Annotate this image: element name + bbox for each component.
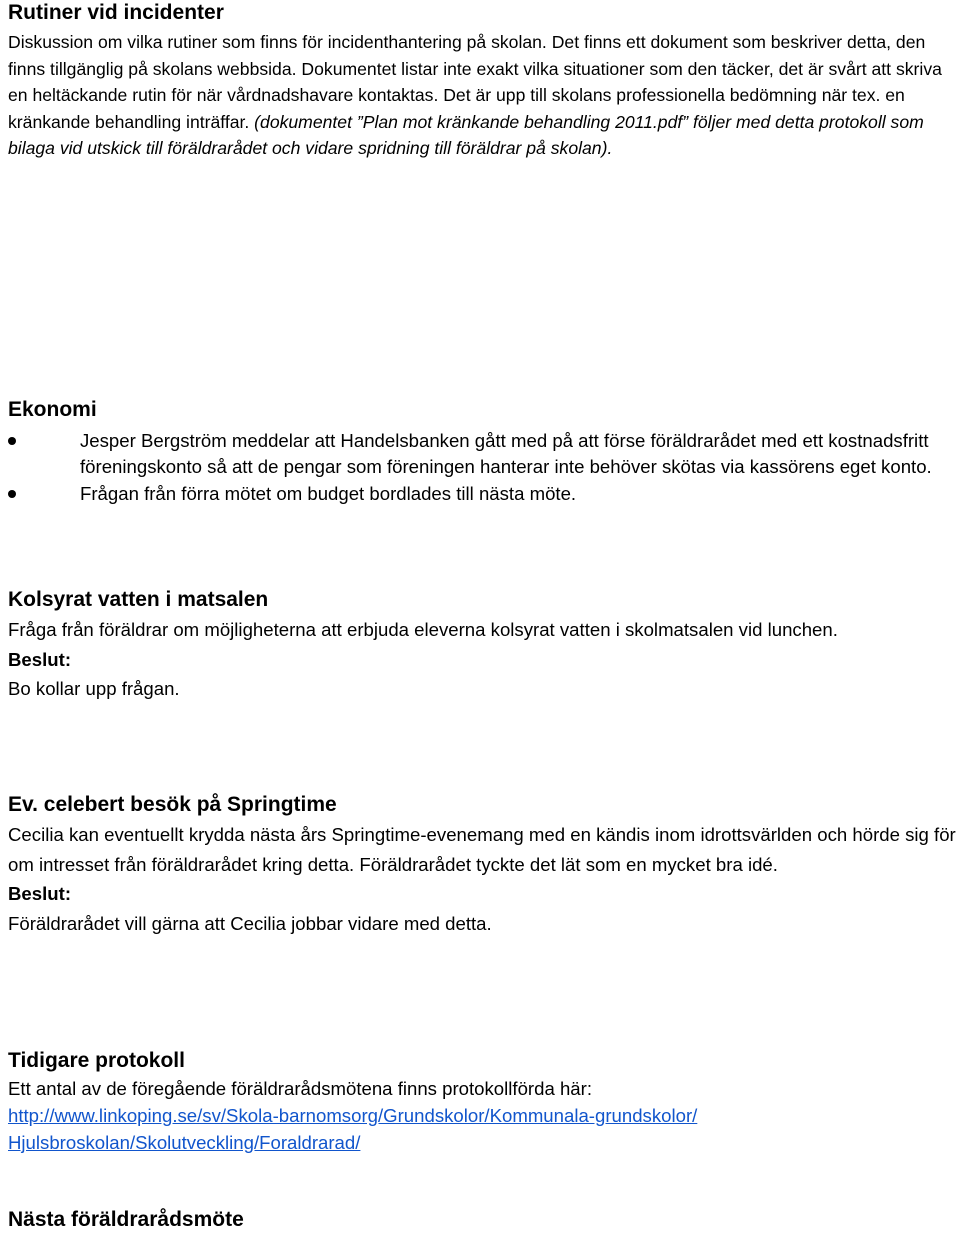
heading-springtime-prefix: Ev. xyxy=(8,793,38,816)
bullet-icon xyxy=(8,490,16,498)
springtime-beslut-label: Beslut: xyxy=(8,883,72,904)
ekonomi-bullet-list xyxy=(8,428,956,507)
kolsyrat-beslut-label: Beslut: xyxy=(8,648,72,670)
ekonomi-bullet-text: Jesper Bergström meddelar att Handelsbanken gått med på att förse föräldrarådet med ett kostnadsfritt föreningskonto så att de pengar som föreningen hanterar inte behöver skötas via kassörens eget konto. xyxy=(80,430,932,477)
heading-springtime-rest: celebert besök på Springtime xyxy=(37,793,337,816)
heading-ekonomi: Ekonomi xyxy=(8,398,97,421)
ekonomi-bullet-text: Frågan från förra mötet om budget bordlades till nästa möte. xyxy=(80,483,577,504)
protokoll-link-line-1[interactable]: http://www.linkoping.se/sv/Skola-barnomsorg/Grundskolor/Kommunala-grundskolor/ xyxy=(8,1105,698,1126)
section-rutiner xyxy=(8,0,956,162)
heading-rutiner: Rutiner vid incidenter xyxy=(8,1,224,24)
ekonomi-bullet-item xyxy=(8,481,956,507)
section-kolsyrat xyxy=(8,587,956,704)
springtime-text: Cecilia kan eventuellt krydda nästa års Springtime-evenemang med en kändis inom idrottsvärlden och hörde sig för om intresset från föräldrarådet kring detta. Föräldrarådet tyckte det lät som en mycket bra idé. xyxy=(8,824,956,875)
heading-nasta: Nästa föräldrarådsmöte xyxy=(8,1208,244,1231)
springtime-beslut-text: Föräldrarådet vill gärna att Cecilia jobbar vidare med detta. xyxy=(8,912,492,934)
paragraph-rutiner xyxy=(8,29,956,162)
rutiner-italic-note: (dokumentet ”Plan mot kränkande behandling 2011.pdf” följer med detta protokoll som bilaga vid utskick till föräldrarådet och vidare spridning till föräldrar på skolan). xyxy=(8,111,924,158)
protokoll-link-line-2[interactable]: Hjulsbroskolan/Skolutveckling/Foraldrarad/ xyxy=(8,1132,361,1153)
heading-springtime xyxy=(8,792,956,818)
kolsyrat-beslut-text: Bo kollar upp frågan. xyxy=(8,678,180,699)
section-ekonomi xyxy=(8,397,956,507)
kolsyrat-text: Fråga från föräldrar om möjligheterna att erbjuda eleverna kolsyrat vatten i skolmatsalen vid lunchen. xyxy=(8,619,838,640)
rutiner-text: Diskussion om vilka rutiner som finns för incidenthantering på skolan. Det finns ett dokument som beskriver detta, den finns tillgänglig på skolans webbsida. Dokumentet listar inte exakt vilka situationer som den täcker, det är svårt att skriva en heltäckande rutin för när vårdnadshavare kontaktas. Det är upp till skolans professionella bedömning när tex. en kränkande behandling inträffar. xyxy=(8,32,942,132)
section-springtime xyxy=(8,792,956,938)
bullet-icon xyxy=(8,437,16,445)
tidigare-text: Ett antal av de föregående föräldrarådsmötena finns protokollförda här: xyxy=(8,1078,592,1099)
section-tidigare xyxy=(8,1048,956,1156)
heading-tidigare: Tidigare protokoll xyxy=(8,1049,185,1072)
heading-kolsyrat: Kolsyrat vatten i matsalen xyxy=(8,588,269,611)
ekonomi-bullet-item xyxy=(8,428,956,479)
section-nasta xyxy=(8,1207,956,1233)
